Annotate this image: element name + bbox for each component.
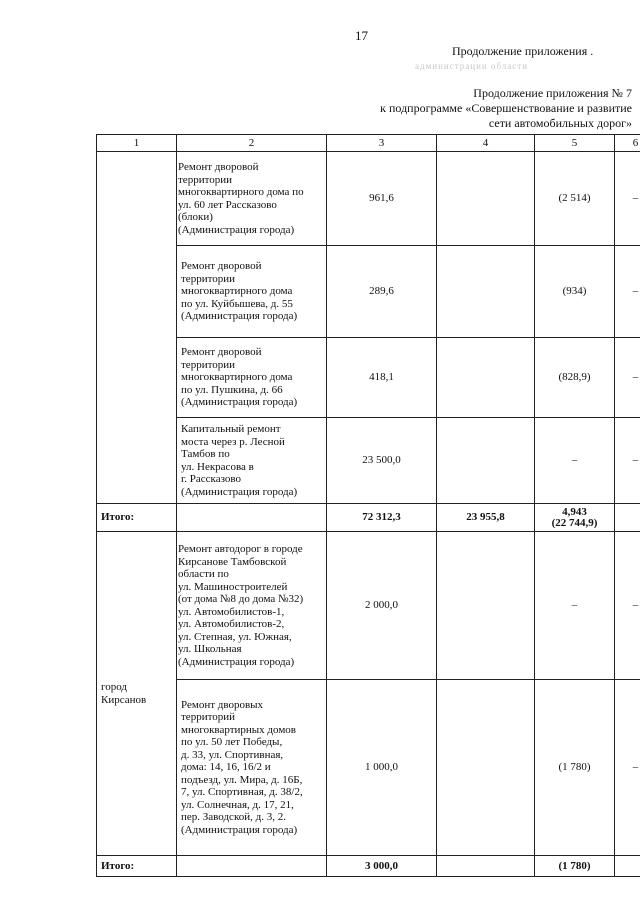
table-row (97, 338, 640, 418)
item-description: Ремонт автодорог в городе Кирсанове Тамбовской области по ул. Машиностроителей (от дома №8 до дома №32) ул. Автомобилистов-1, ул. Автомобилистов-2, ул. Степная, ул. Южная, ул. Школьная (Администрация города) (177, 532, 327, 680)
column-number-row (97, 135, 640, 152)
budget-table (96, 134, 640, 877)
item-description: Ремонт дворовой территории многоквартирного дома по ул. 60 лет Рассказово (блоки) (Администрация города) (177, 152, 327, 246)
value-col6: – (615, 680, 640, 856)
total-col6 (615, 504, 640, 532)
value-col4 (437, 246, 535, 338)
item-description: Ремонт дворовой территории многоквартирного дома по ул. Пушкина, д. 66 (Администрация города) (177, 338, 327, 418)
total-col5 (535, 504, 615, 532)
table-row (97, 532, 640, 680)
column-number: 4 (437, 135, 535, 152)
value-col5: – (535, 418, 615, 504)
value-col4 (437, 338, 535, 418)
total-label: Итого: (97, 504, 177, 532)
value-col4 (437, 532, 535, 680)
value-col6: – (615, 246, 640, 338)
subprogram-line-1: к подпрограмме «Совершенствование и развитие (380, 101, 632, 115)
municipality-cell: город Кирсанов (97, 532, 177, 856)
total-blank (177, 856, 327, 877)
table-row (97, 246, 640, 338)
value-col5: (934) (535, 246, 615, 338)
value-col3: 2 000,0 (327, 532, 437, 680)
value-col5: (2 514) (535, 152, 615, 246)
item-description: Ремонт дворовой территории многоквартирного дома по ул. Куйбышева, д. 55 (Администрация города) (177, 246, 327, 338)
total-col5: (1 780) (535, 856, 615, 877)
value-col4 (437, 680, 535, 856)
continuation-heading: Продолжение приложения . (452, 44, 594, 58)
value-col3: 23 500,0 (327, 418, 437, 504)
value-col4 (437, 418, 535, 504)
total-label: Итого: (97, 856, 177, 877)
page-number: 17 (355, 28, 368, 43)
total-col3: 72 312,3 (327, 504, 437, 532)
total-col3: 3 000,0 (327, 856, 437, 877)
value-col6: – (615, 152, 640, 246)
total-col4 (437, 856, 535, 877)
total-col5-top: 4,943 (562, 505, 587, 518)
column-number: 3 (327, 135, 437, 152)
column-number: 6 (615, 135, 640, 152)
table-row (97, 680, 640, 856)
table-row (97, 152, 640, 246)
value-col6: – (615, 418, 640, 504)
appendix-header (302, 86, 632, 131)
total-blank (177, 504, 327, 532)
value-col5: (828,9) (535, 338, 615, 418)
column-number: 2 (177, 135, 327, 152)
value-col4 (437, 152, 535, 246)
value-col3: 1 000,0 (327, 680, 437, 856)
table-row (97, 418, 640, 504)
appendix-title: Продолжение приложения № 7 (473, 86, 632, 100)
value-col6: – (615, 532, 640, 680)
total-col5-bottom: (22 744,9) (551, 516, 598, 529)
total-row (97, 504, 640, 532)
total-row (97, 856, 640, 877)
faded-stamp-text: администрации области (415, 61, 529, 71)
municipality-cell (97, 152, 177, 504)
value-col3: 418,1 (327, 338, 437, 418)
value-col5: (1 780) (535, 680, 615, 856)
item-description: Ремонт дворовых территорий многоквартирных домов по ул. 50 лет Победы, д. 33, ул. Спортивная, дома: 14, 16, 16/2 и подъезд, ул. Мира, д. 16Б, 7, ул. Спортивная, д. 38/2, ул. Солнечная, д. 17, 21, пер. Заводской, д. 3, 2. (Администрация города) (177, 680, 327, 856)
item-description: Капитальный ремонт моста через р. Лесной Тамбов по ул. Некрасова в г. Рассказово (Администрация города) (177, 418, 327, 504)
value-col6: – (615, 338, 640, 418)
value-col3: 961,6 (327, 152, 437, 246)
total-col6 (615, 856, 640, 877)
subprogram-line-2: сети автомобильных дорог» (488, 116, 632, 130)
total-col4: 23 955,8 (437, 504, 535, 532)
column-number: 5 (535, 135, 615, 152)
column-number: 1 (97, 135, 177, 152)
value-col3: 289,6 (327, 246, 437, 338)
value-col5: – (535, 532, 615, 680)
